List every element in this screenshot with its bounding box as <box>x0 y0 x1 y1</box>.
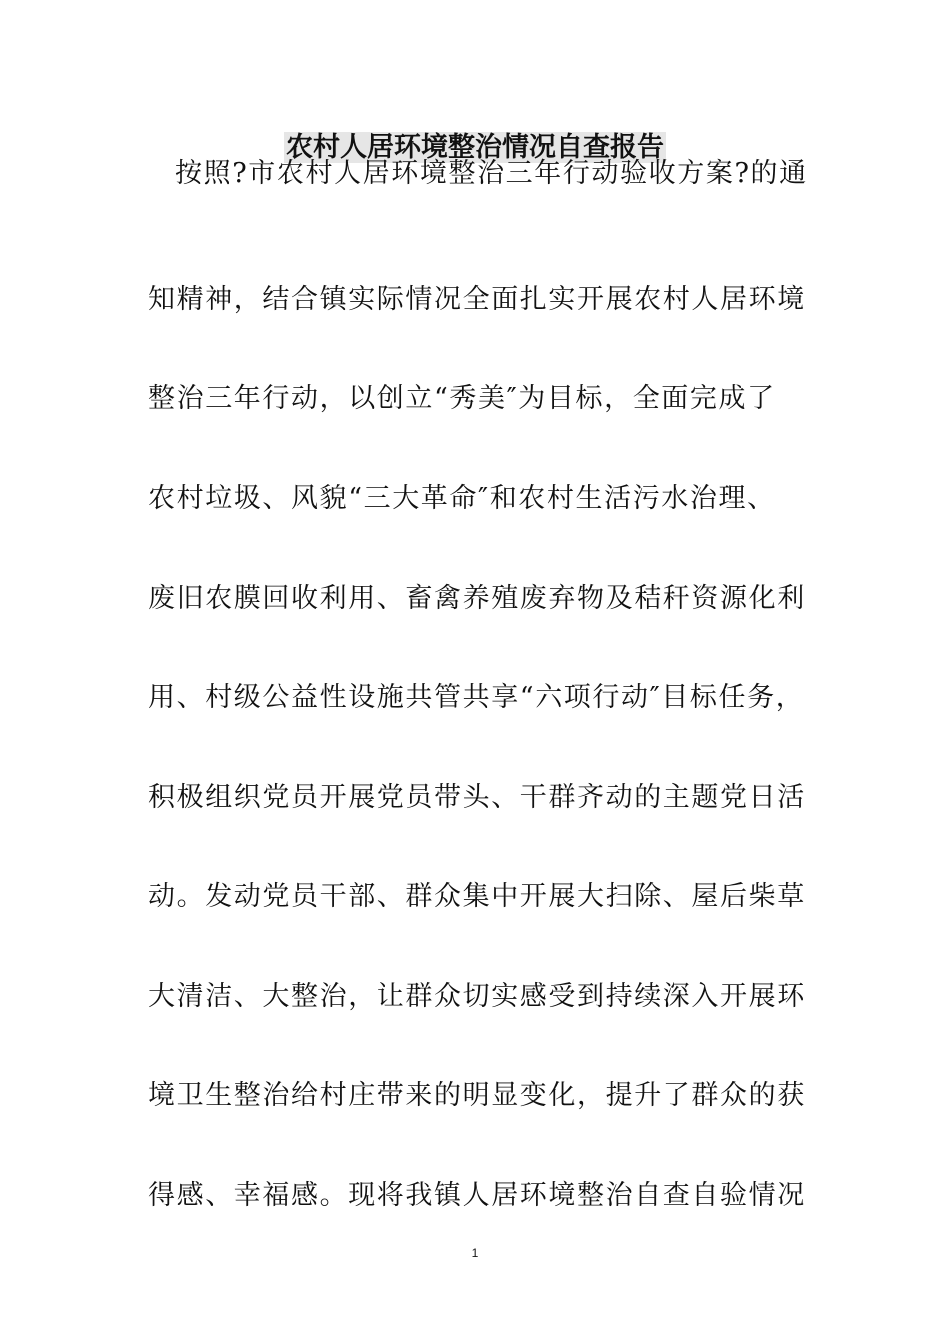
paragraph-line: 用、村级公益性设施共管共享“六项行动″目标任务， <box>148 682 805 713</box>
document-title-text: 农村人居环境整治情况自查报告 <box>286 132 664 163</box>
paragraph-line: 积极组织党员开展党员带头、干群齐动的主题党日活 <box>148 782 806 813</box>
paragraph-line: 得感、幸福感。现将我镇人居环境整治自查自验情况 <box>148 1180 806 1211</box>
paragraph-line: 大清洁、大整治，让群众切实感受到持续深入开展环 <box>148 981 806 1012</box>
paragraph-line: 知精神，结合镇实际情况全面扎实开展农村人居环境 <box>148 284 806 315</box>
paragraph-line: 整治三年行动，以创立“秀美″为目标，全面完成了 <box>148 383 776 414</box>
paragraph-line: 动。发动党员干部、群众集中开展大扫除、屋后柴草 <box>148 881 806 912</box>
paragraph-line: 农村垃圾、风貌“三大革命″和农村生活污水治理、 <box>148 483 776 514</box>
paragraph-line: 按照?市农村人居环境整治三年行动验收方案?的通 <box>175 158 808 189</box>
paragraph-line: 废旧农膜回收利用、畜禽养殖废弃物及秸秆资源化利 <box>148 583 806 614</box>
page-number: 1 <box>471 1246 479 1260</box>
paragraph-line: 境卫生整治给村庄带来的明显变化，提升了群众的获 <box>148 1080 806 1111</box>
